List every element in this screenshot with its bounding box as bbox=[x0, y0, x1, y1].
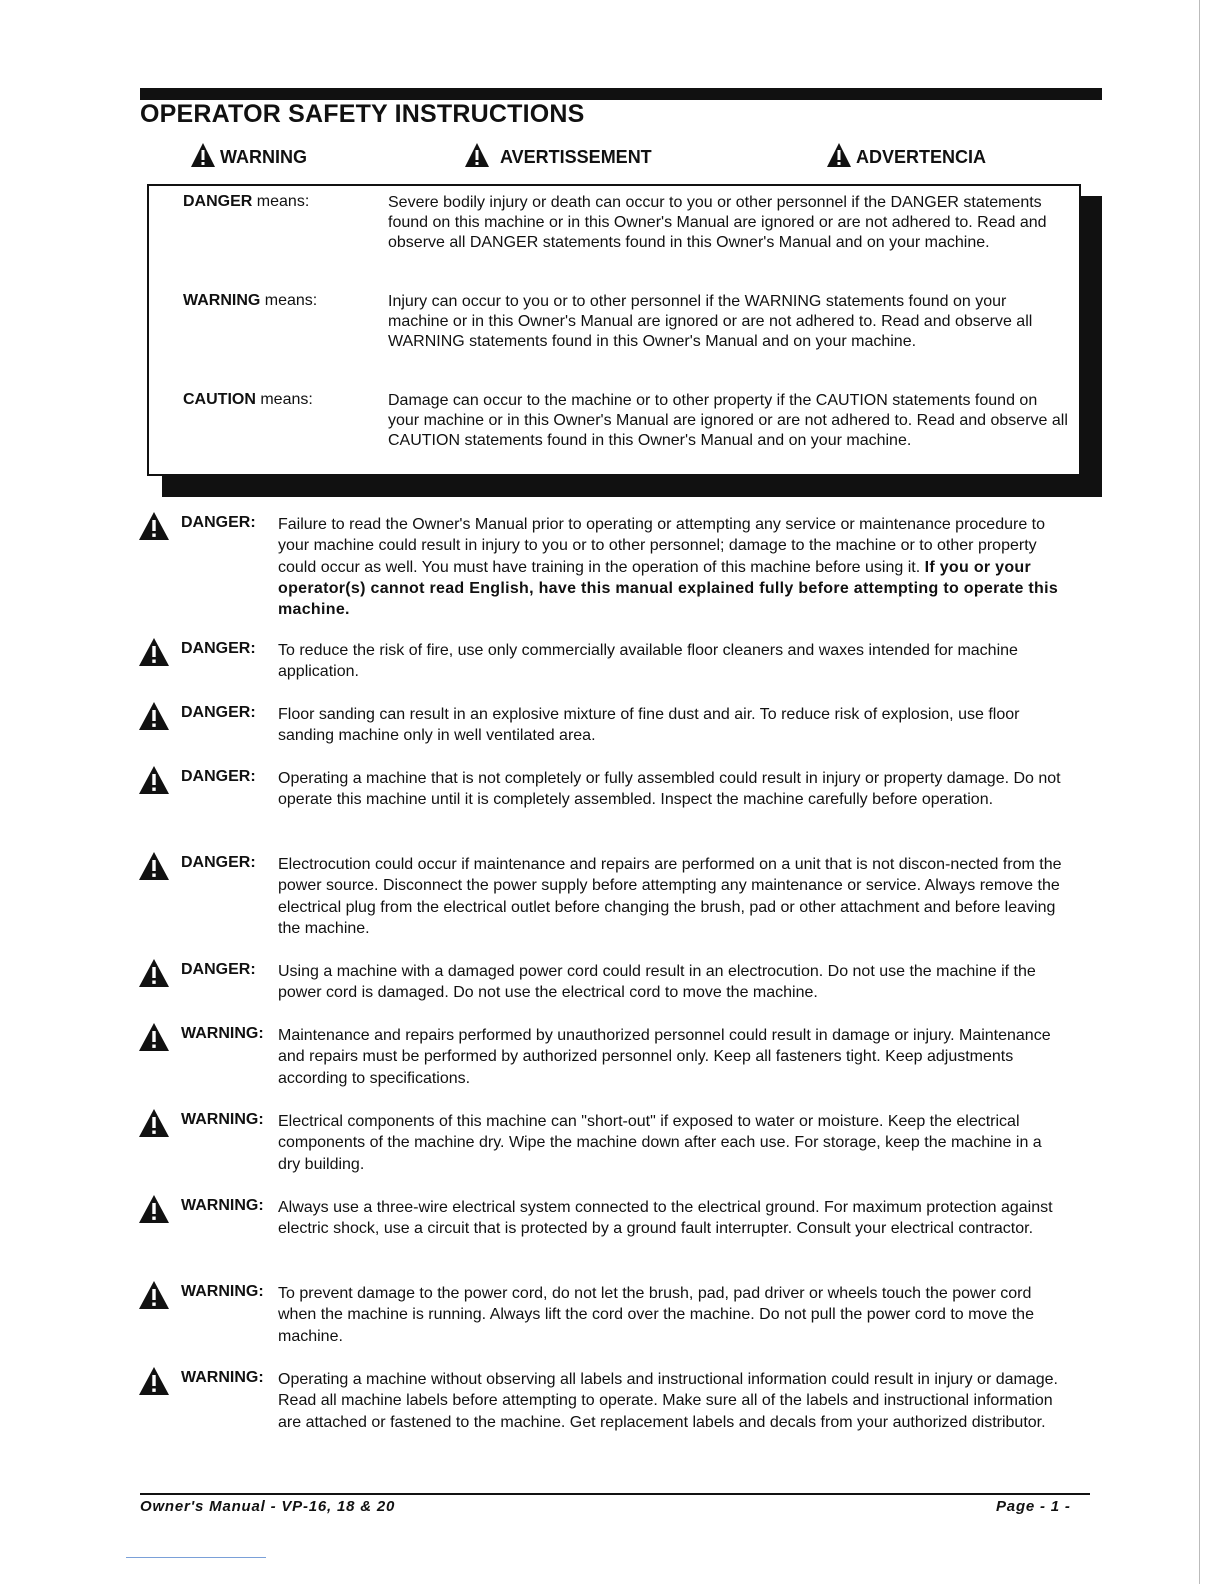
warning-triangle-icon bbox=[138, 1108, 170, 1138]
safety-item-body: Electrical components of this machine can "short-out" if exposed to water or moisture. Keep the electrical components of the machine dry. Wipe the machine down after each use. For storage, keep the machine in a dry building. bbox=[278, 1113, 1042, 1173]
safety-item-text bbox=[278, 1025, 1068, 1089]
safety-item-body: Always use a three-wire electrical system connected to the electrical ground. For maximum protection against electric shock, use a circuit that is protected by a ground fault interrupter. Consult your electrical contractor. bbox=[278, 1199, 1053, 1238]
safety-item-body: Operating a machine without observing all labels and instructional information could result in injury or damage. Read all machine labels before attempting to operate. Make sure all of the labels and instructional information are attached or fastened to the machine. Get replacement labels and decals from your authorized distributor. bbox=[278, 1371, 1058, 1431]
safety-item-label: DANGER: bbox=[181, 961, 256, 978]
safety-item-label: DANGER: bbox=[181, 854, 256, 871]
page-title: OPERATOR SAFETY INSTRUCTIONS bbox=[140, 100, 585, 128]
safety-item-body: To reduce the risk of fire, use only commercially available floor cleaners and waxes intended for machine application. bbox=[278, 642, 1018, 681]
warning-triangle-icon bbox=[138, 637, 170, 667]
footer-rule bbox=[140, 1493, 1090, 1495]
safety-item-label: WARNING: bbox=[181, 1111, 264, 1128]
warning-triangle-icon bbox=[138, 1280, 170, 1310]
avertissement-label-text: AVERTISSEMENT bbox=[500, 147, 652, 167]
safety-item-label: DANGER: bbox=[181, 768, 256, 785]
safety-item-text bbox=[278, 1197, 1068, 1240]
safety-item-label: WARNING: bbox=[181, 1369, 264, 1386]
definition-term: WARNING means: bbox=[183, 292, 318, 309]
warning-triangle-icon bbox=[138, 1022, 170, 1052]
safety-item-body: Operating a machine that is not completely or fully assembled could result in injury or property damage. Do not operate this machine until it is completely assembled. Inspect the machine carefully before operation. bbox=[278, 770, 1061, 809]
safety-item-text bbox=[278, 1283, 1068, 1347]
safety-item-body: Failure to read the Owner's Manual prior to operating or attempting any service or maintenance procedure to your machine could result in injury to you or to other personnel; damage to the machine or to other property could occur as well. You must have training in the operation of this machine before using it. bbox=[278, 516, 1046, 576]
warning-triangle-icon bbox=[138, 511, 170, 541]
footer-manual-title: Owner's Manual - VP-16, 18 & 20 bbox=[140, 1498, 396, 1515]
safety-item-label: WARNING: bbox=[181, 1025, 264, 1042]
warning-label-text: WARNING bbox=[220, 147, 307, 167]
safety-item-text bbox=[278, 854, 1068, 939]
warning-triangle-icon bbox=[138, 701, 170, 731]
avertissement-label bbox=[464, 142, 652, 168]
definition-text: Damage can occur to the machine or to other property if the CAUTION statements found on your machine or in this Owner's Manual are ignored or are not adhered to. Read and observe all CAUTION statements found in this Owner's Manual and on your machine. bbox=[388, 392, 1068, 449]
safety-item-body: To prevent damage to the power cord, do not let the brush, pad, pad driver or wheels touch the power cord when the machine is running. Always lift the cord over the machine. Do not pull the power cord to move the machine. bbox=[278, 1285, 1034, 1345]
definition-text: Severe bodily injury or death can occur to you or other personnel if the DANGER statements found on this machine or in this Owner's Manual are ignored or are not adhered to. Read and observe all DANGER statements found in this Owner's Manual and on your machine. bbox=[388, 194, 1047, 251]
warning-triangle-icon bbox=[138, 1194, 170, 1224]
safety-item-body: Using a machine with a damaged power cord could result in an electrocution. Do not use the machine if the power cord is damaged. Do not use the electrical cord to move the machine. bbox=[278, 963, 1036, 1002]
advertencia-label bbox=[826, 142, 986, 168]
definition-box-shadow bbox=[1081, 196, 1102, 496]
safety-item-label: DANGER: bbox=[181, 640, 256, 657]
definition-term: DANGER means: bbox=[183, 193, 310, 210]
definition-term: CAUTION means: bbox=[183, 391, 313, 408]
warning-triangle-icon bbox=[190, 142, 216, 168]
top-rule bbox=[140, 88, 1102, 100]
footer-page-number: Page - 1 - bbox=[996, 1498, 1071, 1515]
warning-triangle-icon bbox=[138, 1366, 170, 1396]
page-edge-line bbox=[126, 1557, 266, 1558]
safety-item-body: Maintenance and repairs performed by unauthorized personnel could result in damage or injury. Maintenance and repairs must be performed by authorized personnel only. Keep all fasteners tight. Keep adjustments according to specifications. bbox=[278, 1027, 1051, 1087]
definition-box-shadow bbox=[162, 476, 1102, 497]
warning-triangle-icon bbox=[826, 142, 852, 168]
warning-labels-row bbox=[0, 142, 1224, 172]
warning-label bbox=[190, 142, 307, 168]
advertencia-label-text: ADVERTENCIA bbox=[856, 147, 987, 167]
safety-item-text bbox=[278, 640, 1068, 683]
safety-item-label: WARNING: bbox=[181, 1197, 264, 1214]
safety-item-text bbox=[278, 704, 1068, 747]
safety-item-text bbox=[278, 514, 1068, 620]
warning-triangle-icon bbox=[138, 851, 170, 881]
safety-item-label: DANGER: bbox=[181, 704, 256, 721]
safety-item-body: Electrocution could occur if maintenance and repairs are performed on a unit that is not discon-nected from the power source. Disconnect the power supply before attempting any maintenance or service. Always remove the electrical plug from the electrical outlet before changing the brush, pad or other attachment and before leaving the machine. bbox=[278, 856, 1062, 937]
safety-item-label: WARNING: bbox=[181, 1283, 264, 1300]
safety-item-body: Floor sanding can result in an explosive mixture of fine dust and air. To reduce risk of explosion, use floor sanding machine only in well ventilated area. bbox=[278, 706, 1020, 745]
safety-item-emphasis: If you or your operator(s) cannot read English, have this manual explained fully before attempting to operate this machine. bbox=[278, 558, 1059, 619]
safety-item-text bbox=[278, 768, 1068, 811]
safety-item-text bbox=[278, 1111, 1068, 1175]
definition-text: Injury can occur to you or to other personnel if the WARNING statements found on your machine or in this Owner's Manual are ignored or are not adhered to. Read and observe all WARNING statements found in this Owner's Manual and on your machine. bbox=[388, 293, 1033, 350]
page-edge-line bbox=[1199, 0, 1200, 1584]
warning-triangle-icon bbox=[138, 958, 170, 988]
safety-item-text bbox=[278, 961, 1068, 1004]
warning-triangle-icon bbox=[464, 142, 490, 168]
warning-triangle-icon bbox=[138, 765, 170, 795]
safety-item-text bbox=[278, 1369, 1068, 1433]
safety-item-label: DANGER: bbox=[181, 514, 256, 531]
